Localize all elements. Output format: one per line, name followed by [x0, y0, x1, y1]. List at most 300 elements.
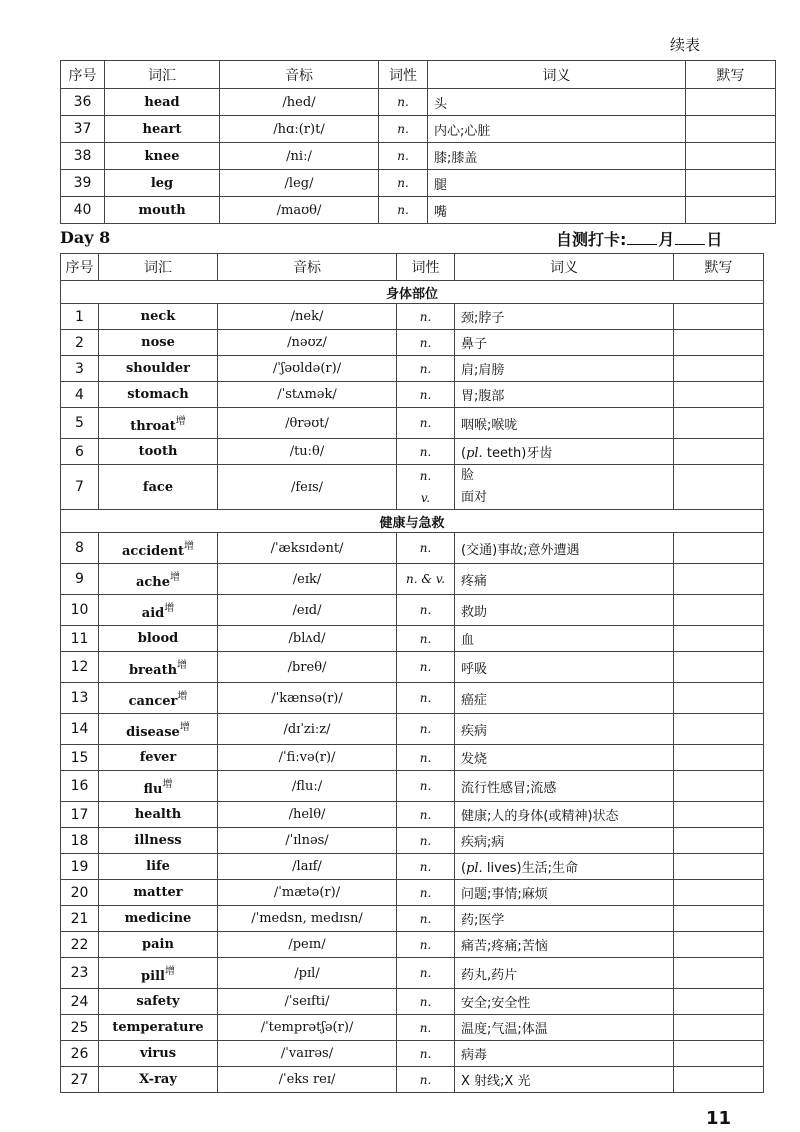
row-word: [99, 439, 218, 465]
row-meaning: (交通)事故;意外遭遇: [455, 533, 674, 564]
added-word-tag: 增: [177, 660, 188, 671]
row-phonetic: /nek/: [218, 304, 397, 330]
word-text: ache: [135, 575, 171, 590]
section-title-body-parts: 身体部位: [61, 281, 764, 304]
row-pos: n.: [397, 533, 455, 564]
dictation-cell[interactable]: [674, 771, 764, 802]
row-number: 27: [61, 1067, 99, 1093]
section-row: [61, 510, 764, 533]
dictation-cell[interactable]: [674, 1067, 764, 1093]
row-word: [99, 1041, 218, 1067]
header-number: 序号: [61, 254, 99, 281]
row-meaning: 血: [455, 626, 674, 652]
word-text: stomach: [127, 387, 189, 402]
row-phonetic: /ˈeks reɪ/: [218, 1067, 397, 1093]
row-meaning: 癌症: [455, 683, 674, 714]
table-row: [61, 958, 764, 989]
row-phonetic: /pɪl/: [218, 958, 397, 989]
row-pos: n.: [397, 304, 455, 330]
row-meaning: 发烧: [455, 745, 674, 771]
row-pos: n.: [397, 652, 455, 683]
row-number: 19: [61, 854, 99, 880]
word-text: medicine: [124, 911, 192, 926]
added-word-tag: 增: [164, 966, 175, 977]
row-phonetic: /eɪd/: [218, 595, 397, 626]
row-phonetic: /hed/: [220, 89, 379, 116]
row-number: 40: [61, 197, 105, 224]
row-number: 24: [61, 989, 99, 1015]
table-header-row: [61, 254, 764, 281]
row-meaning: 腿: [428, 170, 686, 197]
row-word: [99, 1015, 218, 1041]
row-number: 17: [61, 802, 99, 828]
row-word: [99, 683, 218, 714]
word-text: life: [146, 859, 170, 874]
day-blank[interactable]: [675, 232, 705, 245]
row-meaning: 问题;事情;麻烦: [455, 880, 674, 906]
row-meaning: 鼻子: [455, 330, 674, 356]
table-row: [61, 382, 764, 408]
row-phonetic: /ˈɪlnəs/: [218, 828, 397, 854]
row-pos: n.: [397, 683, 455, 714]
added-word-tag: 增: [175, 416, 186, 427]
pos-verb: v.: [420, 491, 431, 505]
word-text: throat: [130, 419, 176, 434]
row-number: 18: [61, 828, 99, 854]
word-text: fever: [139, 750, 177, 765]
word-text: heart: [142, 121, 182, 137]
row-word: [99, 854, 218, 880]
row-pos: n.: [397, 714, 455, 745]
row-meaning: 流行性感冒;流感: [455, 771, 674, 802]
header-phonetic: 音标: [218, 254, 397, 281]
row-phonetic: /ˈstʌmək/: [218, 382, 397, 408]
row-number: 10: [61, 595, 99, 626]
dictation-cell[interactable]: [674, 932, 764, 958]
meaning-verb: 面对: [461, 490, 488, 505]
row-meaning: 痛苦;疼痛;苦恼: [455, 932, 674, 958]
dictation-cell[interactable]: [674, 683, 764, 714]
table-row: [61, 1015, 764, 1041]
row-word: [99, 771, 218, 802]
dictation-cell[interactable]: [686, 143, 776, 170]
row-meaning: 肩;肩膀: [455, 356, 674, 382]
header-word: 词汇: [99, 254, 218, 281]
table-row: [61, 465, 764, 510]
row-phonetic: /tuːθ/: [218, 439, 397, 465]
table-row: [61, 408, 764, 439]
meaning-open-paren: (: [461, 446, 467, 461]
table-header-row: [61, 61, 776, 89]
row-word: [99, 989, 218, 1015]
row-meaning: 颈;脖子: [455, 304, 674, 330]
row-pos: n.: [397, 771, 455, 802]
row-phonetic: /ˈmætə(r)/: [218, 880, 397, 906]
row-phonetic: /helθ/: [218, 802, 397, 828]
continued-label: 续表: [670, 36, 701, 54]
table-row: [61, 880, 764, 906]
row-phonetic: /laɪf/: [218, 854, 397, 880]
word-text: X-ray: [139, 1072, 177, 1087]
row-word: [99, 356, 218, 382]
added-word-tag: 增: [177, 691, 188, 702]
word-text: flu: [143, 782, 163, 797]
word-text: blood: [137, 631, 179, 646]
row-pos: n.: [379, 170, 428, 197]
row-phonetic: /ˈkænsə(r)/: [218, 683, 397, 714]
row-word: [99, 828, 218, 854]
added-word-tag: 增: [184, 541, 194, 552]
row-word: [99, 714, 218, 745]
meaning-noun: 脸: [461, 468, 475, 483]
row-phonetic: /dɪˈziːz/: [218, 714, 397, 745]
table-row: [61, 304, 764, 330]
dictation-cell[interactable]: [686, 89, 776, 116]
row-number: 9: [61, 564, 99, 595]
row-meaning: 病毒: [455, 1041, 674, 1067]
row-phonetic: /niː/: [220, 143, 379, 170]
row-number: 38: [61, 143, 105, 170]
row-pos: n.: [397, 330, 455, 356]
row-number: 39: [61, 170, 105, 197]
table-row: [61, 771, 764, 802]
row-pos: n.: [397, 854, 455, 880]
checkin-prefix: 自测打卡:: [556, 230, 627, 249]
dictation-cell[interactable]: [674, 564, 764, 595]
row-phonetic: /eɪk/: [218, 564, 397, 595]
row-phonetic: /fluː/: [218, 771, 397, 802]
row-meaning: 胃;腹部: [455, 382, 674, 408]
word-text: temperature: [112, 1020, 204, 1035]
meaning-text: lives)生活;生命: [486, 861, 578, 876]
row-phonetic: /ˈseɪfti/: [218, 989, 397, 1015]
header-number: 序号: [61, 61, 105, 89]
row-word: [99, 880, 218, 906]
row-pos: n.: [397, 408, 455, 439]
dictation-cell[interactable]: [674, 595, 764, 626]
table-row: [61, 906, 764, 932]
row-word: [99, 745, 218, 771]
row-number: 15: [61, 745, 99, 771]
day-title: Day 8: [60, 228, 111, 247]
table-row: [61, 932, 764, 958]
row-phonetic: /ˈvaɪrəs/: [218, 1041, 397, 1067]
row-number: 5: [61, 408, 99, 439]
table-row: [61, 439, 764, 465]
row-meaning: [455, 854, 674, 880]
pos-noun: n.: [419, 469, 432, 483]
word-text: health: [134, 807, 182, 822]
table-row: [61, 356, 764, 382]
dictation-cell[interactable]: [674, 1041, 764, 1067]
row-word: [99, 330, 218, 356]
row-meaning: [455, 439, 674, 465]
row-number: 6: [61, 439, 99, 465]
dictation-cell[interactable]: [674, 745, 764, 771]
dictation-cell[interactable]: [674, 382, 764, 408]
table-row: [61, 197, 776, 224]
row-phonetic: /ˈʃəʊldə(r)/: [218, 356, 397, 382]
header-pos: 词性: [397, 254, 455, 281]
dictation-cell[interactable]: [674, 714, 764, 745]
row-number: 22: [61, 932, 99, 958]
table-row: [61, 745, 764, 771]
section-title-health: 健康与急救: [61, 510, 764, 533]
checkin-day: 日: [706, 230, 723, 249]
row-phonetic: /nəʊz/: [218, 330, 397, 356]
section-row: [61, 281, 764, 304]
word-text: pain: [142, 937, 174, 952]
header-dictation: 默写: [674, 254, 764, 281]
word-text: breath: [128, 663, 178, 678]
word-text: matter: [133, 885, 183, 900]
dictation-cell[interactable]: [674, 652, 764, 683]
row-pos: n.: [397, 745, 455, 771]
row-phonetic: /θrəʊt/: [218, 408, 397, 439]
table-row: [61, 626, 764, 652]
page-number: 11: [706, 1108, 732, 1129]
row-pos: n.: [397, 802, 455, 828]
table-row: [61, 989, 764, 1015]
table-row: [61, 116, 776, 143]
word-text: shoulder: [125, 361, 191, 376]
word-text: head: [144, 94, 180, 110]
word-text: tooth: [138, 444, 178, 459]
added-word-tag: 增: [170, 572, 181, 583]
row-word: [99, 626, 218, 652]
added-word-tag: 增: [164, 603, 175, 614]
table-row: [61, 143, 776, 170]
word-text: neck: [140, 309, 176, 324]
row-pos: n.: [397, 356, 455, 382]
checkin-month: 月: [658, 230, 675, 249]
row-meaning: 咽喉;喉咙: [455, 408, 674, 439]
dictation-cell[interactable]: [674, 330, 764, 356]
row-meaning: 疾病;病: [455, 828, 674, 854]
word-text: illness: [134, 833, 182, 848]
row-number: 8: [61, 533, 99, 564]
row-pos: n.: [397, 958, 455, 989]
word-text: knee: [144, 148, 180, 164]
word-text: disease: [126, 725, 180, 740]
row-pos: n.: [397, 1015, 455, 1041]
added-word-tag: 增: [162, 779, 173, 790]
word-text: accident: [121, 544, 184, 559]
row-word: [99, 1067, 218, 1093]
dictation-cell[interactable]: [686, 197, 776, 224]
row-meaning: [455, 465, 674, 510]
dictation-cell[interactable]: [674, 533, 764, 564]
table2-body: [61, 281, 764, 465]
table-row: [61, 854, 764, 880]
row-word: [99, 906, 218, 932]
row-word: [99, 564, 218, 595]
row-phonetic: /feɪs/: [218, 465, 397, 510]
meaning-text: teeth)牙齿: [486, 446, 553, 461]
row-number: 37: [61, 116, 105, 143]
row-word: [105, 89, 220, 116]
row-number: 36: [61, 89, 105, 116]
row-word: face: [99, 465, 218, 510]
dictation-cell[interactable]: [674, 408, 764, 439]
row-meaning: 药丸,药片: [455, 958, 674, 989]
word-text: cancer: [128, 694, 178, 709]
dictation-cell[interactable]: [674, 906, 764, 932]
row-pos: n.: [397, 989, 455, 1015]
row-number: 20: [61, 880, 99, 906]
row-meaning: 温度;气温;体温: [455, 1015, 674, 1041]
dictation-cell[interactable]: [674, 854, 764, 880]
row-number: 25: [61, 1015, 99, 1041]
row-number: 1: [61, 304, 99, 330]
vocab-table-day8: [60, 253, 764, 1093]
row-meaning: 安全;安全性: [455, 989, 674, 1015]
row-meaning: 救助: [455, 595, 674, 626]
added-word-tag: 增: [179, 722, 190, 733]
table-row: [61, 652, 764, 683]
self-test-checkin: [556, 227, 722, 250]
row-number: 16: [61, 771, 99, 802]
row-meaning: 药;医学: [455, 906, 674, 932]
header-dictation: 默写: [686, 61, 776, 89]
dictation-cell[interactable]: [674, 356, 764, 382]
table1-body: [61, 89, 776, 224]
header-phonetic: 音标: [220, 61, 379, 89]
row-number: 11: [61, 626, 99, 652]
table-row: [61, 170, 776, 197]
row-pos: n.: [397, 828, 455, 854]
row-phonetic: /hɑː(r)t/: [220, 116, 379, 143]
row-word: [99, 802, 218, 828]
row-pos: n.: [397, 906, 455, 932]
row-pos: [397, 465, 455, 510]
dictation-cell[interactable]: [674, 626, 764, 652]
row-word: [105, 197, 220, 224]
word-text: mouth: [138, 202, 186, 218]
header-meaning: 词义: [428, 61, 686, 89]
table-row: [61, 714, 764, 745]
row-pos: n.: [379, 197, 428, 224]
row-number: 12: [61, 652, 99, 683]
row-pos: n.: [397, 626, 455, 652]
header-word: 词汇: [105, 61, 220, 89]
row-word: [105, 116, 220, 143]
dictation-cell[interactable]: [674, 880, 764, 906]
dictation-cell[interactable]: [674, 989, 764, 1015]
row-word: [105, 143, 220, 170]
meaning-open-paren: (: [461, 861, 467, 876]
row-number: 26: [61, 1041, 99, 1067]
row-meaning: 疼痛: [455, 564, 674, 595]
row-number: 4: [61, 382, 99, 408]
table-row: [61, 802, 764, 828]
meaning-plural-marker: pl.: [466, 861, 483, 876]
row-pos: n.: [397, 932, 455, 958]
word-text: aid: [141, 606, 165, 621]
row-word: [99, 382, 218, 408]
row-phonetic: /blʌd/: [218, 626, 397, 652]
row-number: 21: [61, 906, 99, 932]
row-word: [99, 595, 218, 626]
table-row: [61, 330, 764, 356]
row-word: [99, 958, 218, 989]
row-pos: n.: [397, 439, 455, 465]
row-phonetic: /ˈtemprətʃə(r)/: [218, 1015, 397, 1041]
row-meaning: 头: [428, 89, 686, 116]
row-meaning: 健康;人的身体(或精神)状态: [455, 802, 674, 828]
table-row: [61, 595, 764, 626]
row-number: 23: [61, 958, 99, 989]
row-phonetic: /breθ/: [218, 652, 397, 683]
row-phonetic: /peɪn/: [218, 932, 397, 958]
row-pos: n.: [397, 382, 455, 408]
table-row: [61, 683, 764, 714]
row-meaning: X 射线;X 光: [455, 1067, 674, 1093]
dictation-cell[interactable]: [674, 802, 764, 828]
table-row: [61, 1067, 764, 1093]
table-row: [61, 533, 764, 564]
dictation-cell[interactable]: [674, 304, 764, 330]
row-phonetic: /ˈmedsn, medɪsn/: [218, 906, 397, 932]
row-pos: n.: [379, 89, 428, 116]
month-blank[interactable]: [627, 232, 657, 245]
row-pos: n. & v.: [397, 564, 455, 595]
row-phonetic: /ˈæksɪdənt/: [218, 533, 397, 564]
row-word: [99, 932, 218, 958]
meaning-plural-marker: pl.: [466, 446, 483, 461]
row-word: [99, 408, 218, 439]
row-number: 7: [61, 465, 99, 510]
table-row: [61, 828, 764, 854]
dictation-cell[interactable]: [674, 439, 764, 465]
table-row: [61, 1041, 764, 1067]
row-phonetic: /maʊθ/: [220, 197, 379, 224]
table2-body-health: [61, 533, 764, 1093]
row-word: [99, 304, 218, 330]
row-meaning: 呼吸: [455, 652, 674, 683]
row-number: 13: [61, 683, 99, 714]
row-meaning: 内心;心脏: [428, 116, 686, 143]
row-phonetic: /leg/: [220, 170, 379, 197]
face-row-group: [61, 465, 764, 533]
row-meaning: 疾病: [455, 714, 674, 745]
table-row: [61, 564, 764, 595]
row-meaning: 嘴: [428, 197, 686, 224]
row-phonetic: /ˈfiːvə(r)/: [218, 745, 397, 771]
word-text: virus: [139, 1046, 177, 1061]
row-word: [105, 170, 220, 197]
row-pos: n.: [379, 143, 428, 170]
row-pos: n.: [379, 116, 428, 143]
dictation-cell[interactable]: [686, 170, 776, 197]
dictation-cell[interactable]: [674, 1015, 764, 1041]
row-number: 2: [61, 330, 99, 356]
dictation-cell[interactable]: [674, 828, 764, 854]
header-meaning: 词义: [455, 254, 674, 281]
row-number: 14: [61, 714, 99, 745]
dictation-cell[interactable]: [674, 465, 764, 510]
dictation-cell[interactable]: [686, 116, 776, 143]
word-text: nose: [141, 335, 175, 350]
word-text: safety: [136, 994, 180, 1009]
dictation-cell[interactable]: [674, 958, 764, 989]
row-word: [99, 652, 218, 683]
row-meaning: 膝;膝盖: [428, 143, 686, 170]
row-pos: n.: [397, 1041, 455, 1067]
table-row: [61, 89, 776, 116]
row-number: 3: [61, 356, 99, 382]
word-text: pill: [141, 969, 165, 984]
